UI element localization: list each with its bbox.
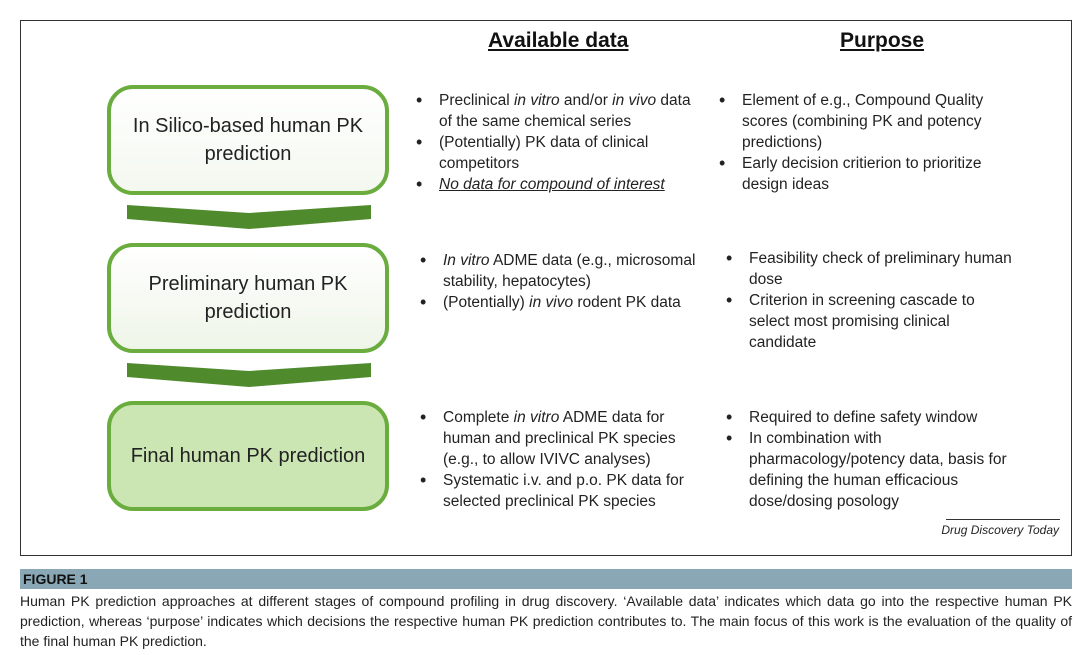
source-divider <box>946 519 1060 520</box>
bullet-item: • (Potentially) in vivo rodent PK data <box>417 292 707 313</box>
figure-caption: Human PK prediction approaches at different stages of compound profiling in drug discovery. ‘Available data’ indicates which data go into the respective human PK prediction, whereas ‘purpose’ indicates which decisions the respective human PK prediction contributes to. The main focus of this work is the evaluation of the quality of the final human PK prediction. <box>20 593 1072 649</box>
bullet-item: • Systematic i.v. and p.o. PK data for selected preclinical PK species <box>417 470 697 512</box>
down-arrow-icon <box>127 363 371 387</box>
purpose-list <box>723 248 1013 353</box>
bullet-item: • In vitro ADME data (e.g., microsomal stability, hepatocytes) <box>417 250 707 292</box>
down-arrow-icon <box>127 205 371 229</box>
bullet-item: • In combination with pharmacology/potency data, basis for defining the human efficacious dose/dosing posology <box>723 428 1013 512</box>
bullet-item: • Complete in vitro ADME data for human and preclinical PK species (e.g., to allow IVIVC analyses) <box>417 407 697 470</box>
available-data-list <box>417 407 697 512</box>
figure-label: FIGURE 1 <box>20 569 1072 589</box>
available-data-list <box>413 90 693 195</box>
bullet-item: • No data for compound of interest <box>413 174 693 195</box>
available-data-header: Available data <box>488 29 629 52</box>
stage-preliminary-box: Preliminary human PK prediction <box>107 243 389 353</box>
bullet-item: • (Potentially) PK data of clinical competitors <box>413 132 693 174</box>
bullet-item: • Required to define safety window <box>723 407 1013 428</box>
bullet-item: • Early decision critierion to prioritize design ideas <box>716 153 1006 195</box>
purpose-list <box>716 90 1006 195</box>
available-data-list <box>417 250 707 313</box>
bullet-item: • Preclinical in vitro and/or in vivo data of the same chemical series <box>413 90 693 132</box>
bullet-item: • Feasibility check of preliminary human dose <box>723 248 1013 290</box>
stage-final-box: Final human PK prediction <box>107 401 389 511</box>
figure-panel <box>20 20 1072 556</box>
purpose-header: Purpose <box>840 29 925 52</box>
bullet-item: • Criterion in screening cascade to select most promising clinical candidate <box>723 290 1013 353</box>
purpose-list <box>723 407 1013 512</box>
bullet-item: • Element of e.g., Compound Quality scores (combining PK and potency predictions) <box>716 90 1006 153</box>
source-label: Drug Discovery Today <box>941 523 1059 537</box>
stage-in-silico-box: In Silico-based human PK prediction <box>107 85 389 195</box>
